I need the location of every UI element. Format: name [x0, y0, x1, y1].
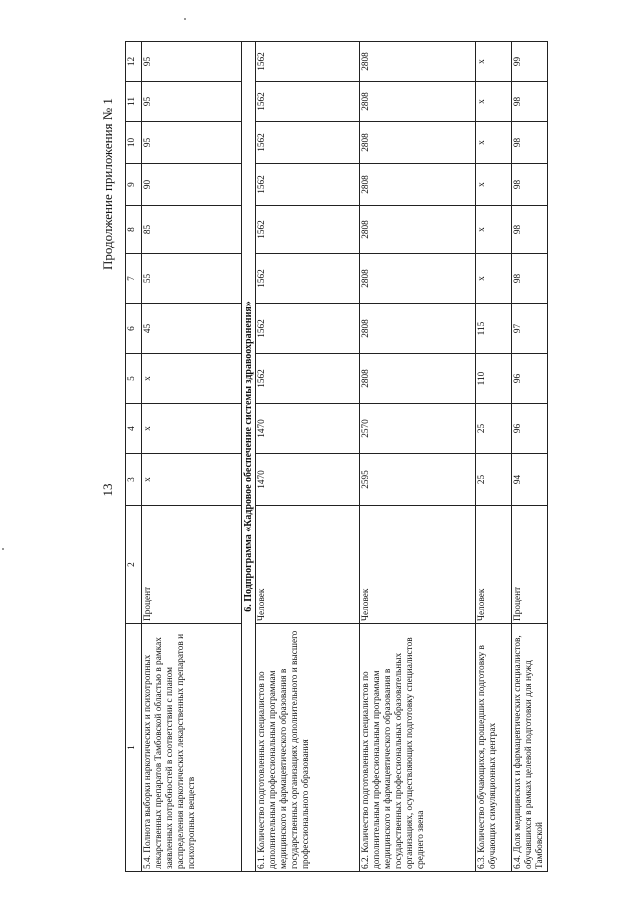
- column-number: 8: [126, 206, 142, 254]
- value-cell: х: [476, 254, 512, 304]
- value-cell: 1470: [256, 404, 360, 454]
- value-cell: 1562: [256, 82, 360, 122]
- indicator-name: 6.2. Количество подготовленных специалистов по дополнительным профессиональным программам медицинского и фармацевтического образования в государственных профессиональных образовательных организациях, осуществляющих подготовку специалистов среднего звена: [360, 624, 476, 872]
- value-cell: 96: [512, 404, 548, 454]
- value-cell: 2808: [360, 122, 476, 164]
- indicator-name: 6.1. Количество подготовленных специалистов по дополнительным профессиональным программам медицинского и фармацевтического образования в государственных организациях дополнительного и высшего профессионального образования: [256, 624, 360, 872]
- value-cell: 110: [476, 354, 512, 404]
- value-cell: 1470: [256, 454, 360, 506]
- value-cell: 2808: [360, 42, 476, 82]
- value-cell: 97: [512, 304, 548, 354]
- value-cell: 25: [476, 454, 512, 506]
- value-cell: 55: [142, 254, 242, 304]
- value-cell: 2570: [360, 404, 476, 454]
- page-header: Продолжение приложения № 1: [100, 98, 115, 270]
- column-number: 7: [126, 254, 142, 304]
- value-cell: 95: [142, 42, 242, 82]
- value-cell: 98: [512, 164, 548, 206]
- column-number: 1: [126, 624, 142, 872]
- indicators-table: [125, 41, 548, 872]
- value-cell: 98: [512, 122, 548, 164]
- column-number: 4: [126, 404, 142, 454]
- value-cell: 2808: [360, 304, 476, 354]
- column-number: 5: [126, 354, 142, 404]
- table-row: [142, 42, 242, 872]
- value-cell: х: [476, 82, 512, 122]
- value-cell: 2808: [360, 354, 476, 404]
- column-number: 10: [126, 122, 142, 164]
- unit-cell: Процент: [512, 506, 548, 624]
- unit-cell: Процент: [142, 506, 242, 624]
- value-cell: 45: [142, 304, 242, 354]
- value-cell: 95: [142, 122, 242, 164]
- value-cell: х: [142, 454, 242, 506]
- table-row: [512, 42, 548, 872]
- value-cell: х: [476, 164, 512, 206]
- value-cell: 98: [512, 206, 548, 254]
- value-cell: 90: [142, 164, 242, 206]
- table-row: [476, 42, 512, 872]
- value-cell: 2808: [360, 82, 476, 122]
- value-cell: х: [476, 122, 512, 164]
- value-cell: 1562: [256, 254, 360, 304]
- value-cell: х: [476, 206, 512, 254]
- indicator-name: 5.4. Полнота выборки наркотических и психотропных лекарственных препаратов Тамбовской областью в рамках заявленных потребностей в соответствии с планом распределения наркотических лекарственных препаратов и психотропных веществ: [142, 624, 242, 872]
- value-cell: 96: [512, 354, 548, 404]
- value-cell: 1562: [256, 42, 360, 82]
- value-cell: 98: [512, 82, 548, 122]
- section-row: [242, 42, 256, 872]
- value-cell: 1562: [256, 354, 360, 404]
- value-cell: 115: [476, 304, 512, 354]
- value-cell: 1562: [256, 164, 360, 206]
- value-cell: 2808: [360, 254, 476, 304]
- value-cell: 2808: [360, 206, 476, 254]
- value-cell: х: [142, 354, 242, 404]
- value-cell: 85: [142, 206, 242, 254]
- indicator-name: 6.4. Доля медицинских и фармацевтических специалистов, обучавшихся в рамках целевой подготовки для нужд Тамбовской: [512, 624, 548, 872]
- column-number: 12: [126, 42, 142, 82]
- table-row: [256, 42, 360, 872]
- column-number-row: [126, 42, 142, 872]
- unit-cell: Человек: [476, 506, 512, 624]
- value-cell: 2595: [360, 454, 476, 506]
- unit-cell: Человек: [256, 506, 360, 624]
- scan-speck: [2, 548, 4, 550]
- value-cell: 95: [142, 82, 242, 122]
- value-cell: 94: [512, 454, 548, 506]
- value-cell: 2808: [360, 164, 476, 206]
- column-number: 9: [126, 164, 142, 206]
- value-cell: х: [142, 404, 242, 454]
- column-number: 2: [126, 506, 142, 624]
- rotated-table-wrapper: [125, 42, 545, 872]
- value-cell: 98: [512, 254, 548, 304]
- section-title: 6. Подпрограмма «Кадровое обеспечение системы здравоохранения»: [242, 42, 256, 872]
- unit-cell: Человек: [360, 506, 476, 624]
- indicator-name: 6.3. Количество обучающихся, прошедших подготовку в обучающих симуляционных центрах: [476, 624, 512, 872]
- value-cell: 25: [476, 404, 512, 454]
- value-cell: 1562: [256, 122, 360, 164]
- table-row: [360, 42, 476, 872]
- page-number: 13: [100, 483, 115, 497]
- value-cell: х: [476, 42, 512, 82]
- column-number: 6: [126, 304, 142, 354]
- value-cell: 1562: [256, 304, 360, 354]
- value-cell: 1562: [256, 206, 360, 254]
- scan-speck: [184, 18, 186, 20]
- column-number: 11: [126, 82, 142, 122]
- column-number: 3: [126, 454, 142, 506]
- value-cell: 99: [512, 42, 548, 82]
